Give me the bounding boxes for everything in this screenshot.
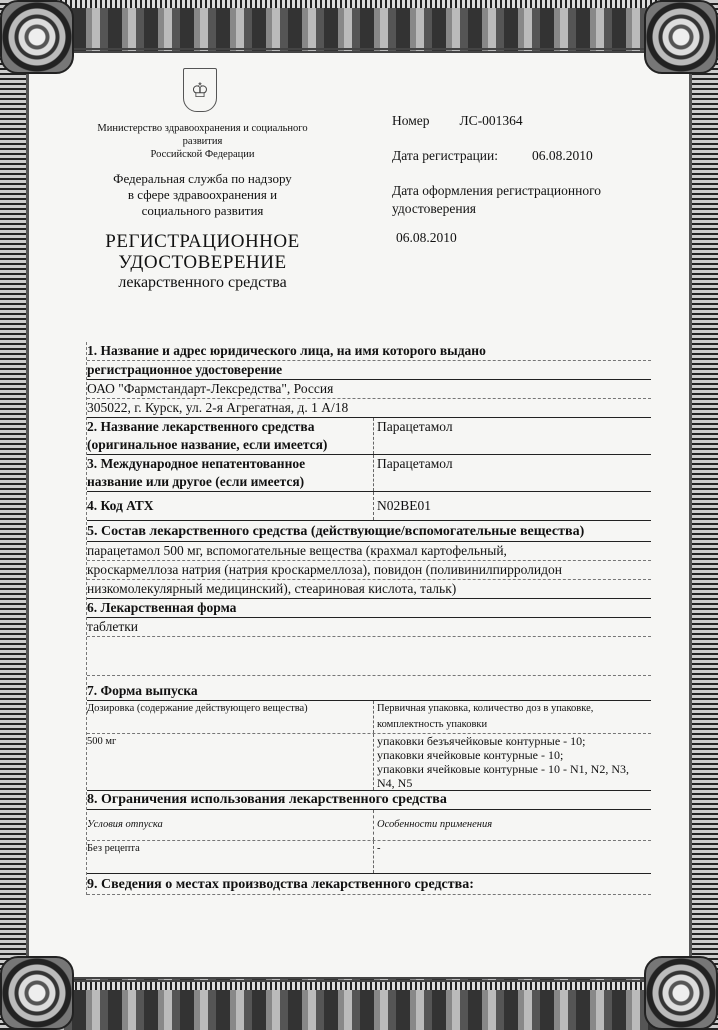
certificate-number: Номер ЛС-001364 (392, 113, 523, 128)
certificate-table: 1. Название и адрес юридического лица, на имя которого выдано регистрационное удостоверение ОАО "Фармстандарт-Лексредства", Россия 305022, г. Курск, ул. 2-я Агрегатная, д. 1 А/18 2. Название лекарственного средства (оригинальное название, если имеется) Парацетамол 3. Международное непатентованное название или другое (если имеется) Парацетамол 4. Код АТХ N02BE01 5. Состав лекарственного средства (действующие/вспомогательные вещества) парацетамол 500 мг, вспомогательные вещества (крахмал картофельный, кроскармеллоза натрия (натрия кроскармеллоза), повидон (поливинилпирролидон низкомолекулярный медицинский), стеариновая кислота, тальк) 6. Лекарственная форма таблетки 7. Форма выпуска Дозировка (содержание действующего вещества) Первичная упаковка, количество доз в упаковке, комплектность упаковки 500 мг упаковки безъячейковые контурные - 10; упаковки ячейковые контурные - 10; упаковки ячейковые контурные - 10 - N1, N2, N3, N4, N5 8. Ограничения использования лекарственного средства Условия отпуска Особенности применения Без рецепта - 9. Сведения о местах производства лекарственного средства: (86, 342, 651, 895)
section-8-headers: Условия отпуска Особенности применения (87, 810, 651, 841)
coat-of-arms-icon: ♔ (183, 68, 217, 112)
corner-rosette-icon (0, 956, 74, 1030)
registration-info (392, 113, 652, 246)
ministry-name: Министерство здравоохранения и социального развития Российской Федерации (97, 123, 308, 160)
section-3: 3. Международное непатентованное название или другое (если имеется) Парацетамол (87, 455, 651, 492)
section-8-title: 8. Ограничения использования лекарственного средства (87, 791, 651, 810)
service-name: Федеральная служба по надзору в сфере здравоохранения и социального развития (113, 171, 292, 218)
dosage-form-value: таблетки (87, 618, 651, 637)
section-1-title: 1. Название и адрес юридического лица, на имя которого выдано (87, 342, 651, 361)
ornamental-border-right (689, 0, 718, 1030)
inn-value: Парацетамол (377, 456, 453, 471)
section-6-title: 6. Лекарственная форма (87, 599, 651, 618)
section-9-title: 9. Сведения о местах производства лекарственного средства: (87, 874, 651, 895)
atc-code-value: N02BE01 (377, 498, 431, 513)
section-7-headers: Дозировка (содержание действующего вещества) Первичная упаковка, количество доз в упаковке, комплектность упаковки (87, 701, 651, 734)
corner-rosette-icon (644, 0, 718, 74)
ornamental-border-bottom (0, 977, 718, 1030)
issue-date-label: Дата оформления регистрационного удостоверения (392, 183, 602, 216)
issuer-header (70, 122, 335, 293)
dispensing-conditions-value: Без рецепта (87, 841, 374, 873)
section-4: 4. Код АТХ N02BE01 (87, 492, 651, 521)
composition-value: парацетамол 500 мг, вспомогательные вещества (крахмал картофельный, кроскармеллоза натрия (натрия кроскармеллоза), повидон (поливинилпирролидон низкомолекулярный медицинский), стеариновая кислота, тальк) (87, 542, 651, 599)
corner-rosette-icon (644, 956, 718, 1030)
ornamental-border-top (0, 0, 718, 53)
trade-name-value: Парацетамол (377, 419, 453, 434)
section-7-values (87, 734, 651, 791)
legal-entity-name: ОАО "Фармстандарт-Лексредства", Россия (87, 380, 651, 399)
dosage-value: 500 мг (87, 734, 374, 790)
packaging-list: упаковки безъячейковые контурные - 10; упаковки ячейковые контурные - 10; упаковки ячейковые контурные - 10 - N1, N2, N3, N4, N5 (377, 734, 629, 790)
usage-features-value: - (377, 843, 381, 854)
document-subtitle: лекарственного средства (118, 274, 287, 291)
document-title: РЕГИСТРАЦИОННОЕ УДОСТОВЕРЕНИЕ (105, 231, 300, 273)
registration-date: Дата регистрации: 06.08.2010 (392, 148, 593, 163)
section-2: 2. Название лекарственного средства (оригинальное название, если имеется) Парацетамол (87, 418, 651, 455)
section-8-values (87, 841, 651, 874)
corner-rosette-icon (0, 0, 74, 74)
section-7-title: 7. Форма выпуска (87, 682, 651, 701)
legal-entity-address: 305022, г. Курск, ул. 2-я Агрегатная, д. 1 А/18 (87, 399, 651, 418)
issue-date-value: 06.08.2010 (396, 230, 457, 245)
ornamental-border-left (0, 0, 29, 1030)
section-5-title: 5. Состав лекарственного средства (действующие/вспомогательные вещества) (87, 521, 651, 542)
